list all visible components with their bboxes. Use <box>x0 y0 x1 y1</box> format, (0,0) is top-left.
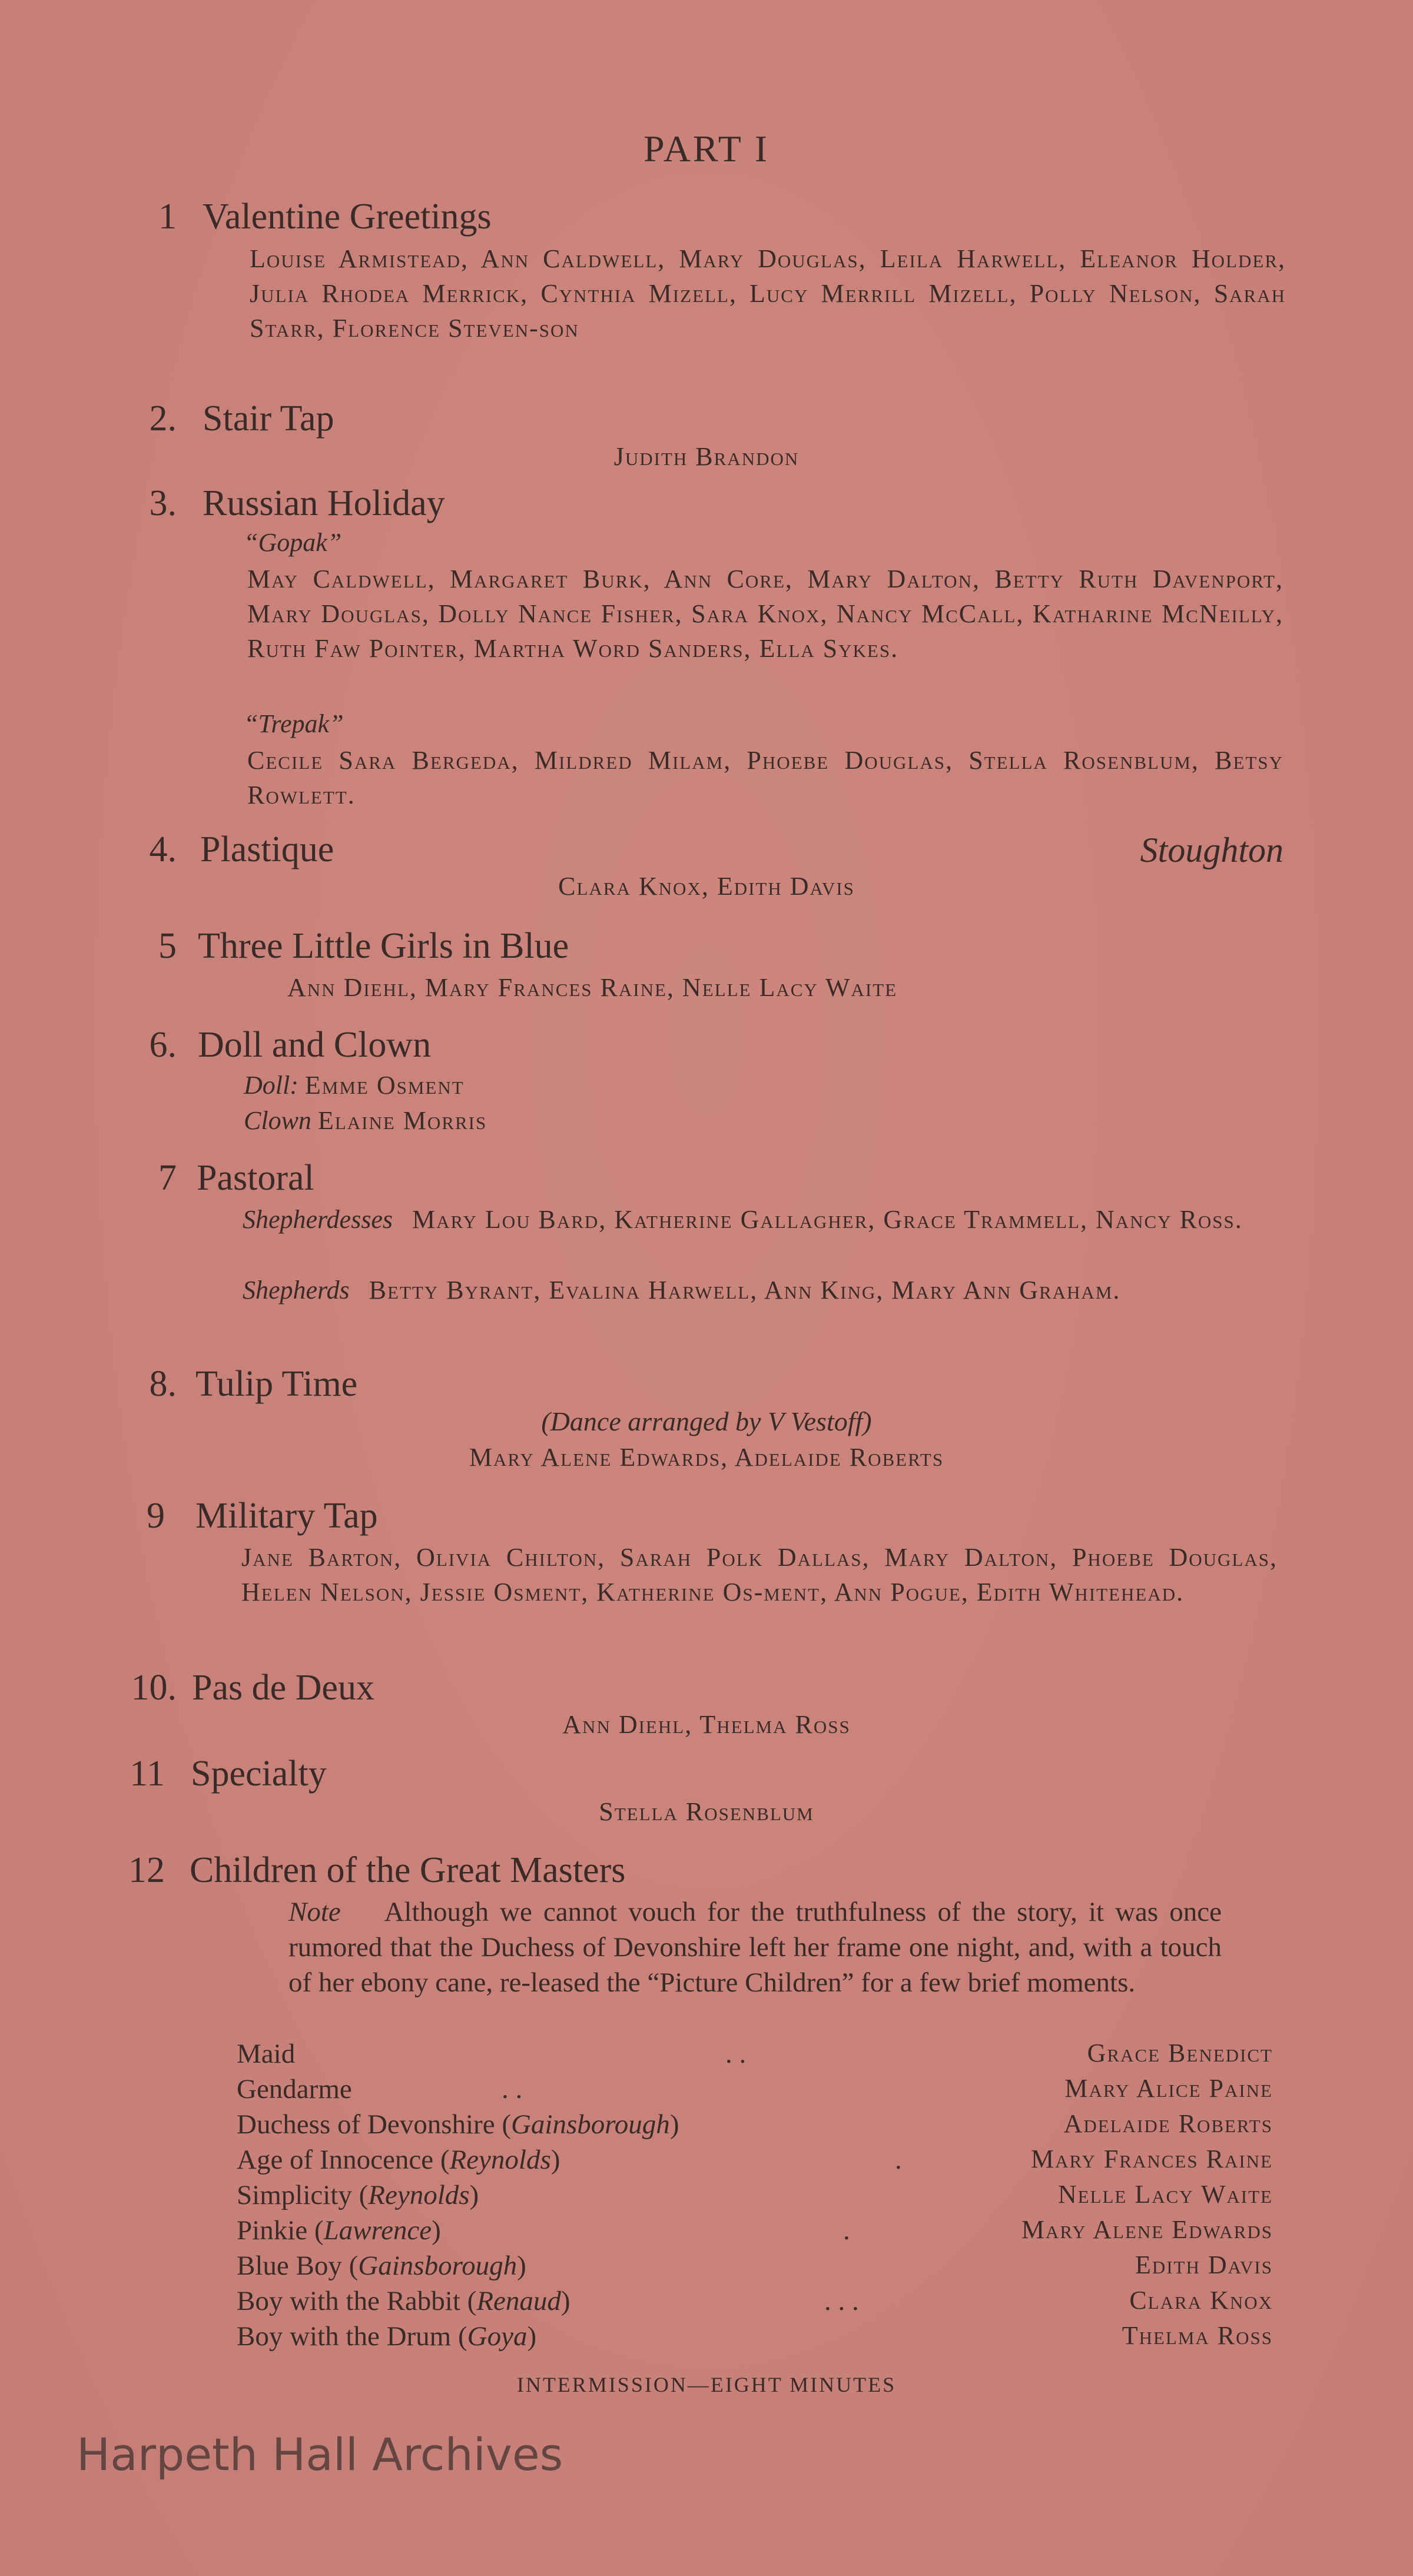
role-label: Shepherds <box>243 1276 350 1304</box>
item-number: 11 <box>130 1754 165 1794</box>
cast-list: Ann Diehl, Thelma Ross <box>562 1710 851 1739</box>
dance-title: Plastique <box>200 829 334 869</box>
role-name: Boy with the Rabbit (Renaud) <box>237 2286 570 2316</box>
cast-list: Mary Alene Edwards, Adelaide Roberts <box>469 1443 944 1472</box>
cast-list: Ann Diehl, Mary Frances Raine, Nelle Lacy Waite <box>287 973 898 1002</box>
role-line <box>243 1202 1279 1237</box>
role-title: Boy with the Drum <box>237 2321 452 2352</box>
role-row <box>237 2038 1273 2073</box>
role-label: Doll: <box>244 1071 298 1100</box>
composer: Stoughton <box>1140 831 1283 869</box>
dance-title: Tulip Time <box>195 1364 358 1404</box>
archive-watermark: Harpeth Hall Archives <box>77 2428 563 2481</box>
role-row <box>237 2285 1273 2321</box>
item-number: 6. <box>149 1025 177 1065</box>
role-row <box>237 2073 1273 2109</box>
role-row <box>237 2215 1273 2250</box>
page-title: PART I <box>643 128 770 170</box>
performer: Grace Benedict <box>1087 2039 1273 2067</box>
performer: Mary Lou Bard, Katherine Gallagher, Grace Trammell, Nancy Ross. <box>412 1205 1243 1234</box>
artist: Lawrence <box>323 2215 432 2246</box>
item-number: 2. <box>149 399 177 439</box>
role-row <box>237 2179 1273 2215</box>
role-name: Maid <box>237 2039 296 2069</box>
role-line <box>244 1103 950 1138</box>
role-name: Boy with the Drum (Goya) <box>237 2321 537 2352</box>
item-number: 4. <box>149 829 177 869</box>
performer: Nelle Lacy Waite <box>1057 2180 1273 2209</box>
cast-list: Clara Knox, Edith Davis <box>558 872 855 901</box>
artist: Gainsborough <box>510 2109 670 2140</box>
performer: Edith Davis <box>1135 2250 1273 2279</box>
performer: Thelma Ross <box>1122 2321 1273 2350</box>
cast-list: Jane Barton, Olivia Chilton, Sarah Polk Dallas, Mary Dalton, Phoebe Douglas, Helen Nelson, Jessie Osment, Katherine Os-ment, Ann Pogue, Edith Whitehead. <box>241 1543 1278 1606</box>
cast-list: Stella Rosenblum <box>599 1797 814 1826</box>
role-title: Boy with the Rabbit <box>237 2286 460 2316</box>
dance-title: Military Tap <box>195 1496 378 1536</box>
leader-dots: . <box>895 2145 902 2175</box>
role-line <box>243 1273 1279 1307</box>
role-name: Simplicity (Reynolds) <box>237 2180 479 2210</box>
role-line <box>244 1068 950 1103</box>
note-text: Although we cannot vouch for the truthfulness of the story, it was once rumored that the Duchess of Devonshire left her frame one night, and, with a touch of her ebony cane, re-leased the “Picture Children” for a few brief moments. <box>288 1897 1222 1998</box>
item-number: 9 <box>147 1496 165 1536</box>
dance-title: Children of the Great Masters <box>190 1850 626 1890</box>
cast-list: Louise Armistead, Ann Caldwell, Mary Douglas, Leila Harwell, Eleanor Holder, Julia Rhodea Merrick, Cynthia Mizell, Lucy Merrill Mizell, Polly Nelson, Sarah Starr, Florence Steven-son <box>250 244 1286 343</box>
role-name: Blue Boy (Gainsborough) <box>237 2250 526 2281</box>
dance-title: Specialty <box>191 1754 327 1794</box>
dance-title: Stair Tap <box>203 399 334 439</box>
item-number: 3. <box>149 483 177 523</box>
role-title: Duchess of Devonshire <box>237 2109 495 2140</box>
role-row <box>237 2321 1273 2356</box>
artist: Reynolds <box>449 2145 551 2175</box>
role-name: Pinkie (Lawrence) <box>237 2215 441 2246</box>
arranged-by: (Dance arranged by V Vestoff) <box>541 1406 872 1436</box>
item-number: 10. <box>131 1668 177 1708</box>
dance-subtitle: “Trepak” <box>244 709 344 738</box>
artist: Goya <box>467 2321 528 2352</box>
item-number: 8. <box>149 1364 177 1404</box>
leader-dots: . . <box>502 2074 523 2104</box>
artist: Reynolds <box>368 2180 470 2210</box>
role-label: Shepherdesses <box>243 1205 393 1234</box>
artist: Gainsborough <box>358 2250 518 2281</box>
dance-title: Doll and Clown <box>198 1025 432 1065</box>
performer: Emme Osment <box>304 1071 465 1100</box>
role-title: Age of Innocence <box>237 2145 434 2175</box>
role-title: Blue Boy <box>237 2250 342 2281</box>
performer: Mary Alice Paine <box>1064 2074 1273 2103</box>
leader-dots: . . <box>725 2039 747 2069</box>
item-number: 5 <box>158 926 177 966</box>
role-name: Age of Innocence (Reynolds) <box>237 2145 560 2175</box>
performer: Adelaide Roberts <box>1063 2109 1273 2138</box>
leader-dots: . <box>843 2215 850 2246</box>
performer: Clara Knox <box>1129 2286 1273 2315</box>
item-number: 7 <box>158 1158 177 1198</box>
dance-title: Pas de Deux <box>192 1668 374 1708</box>
performer: Mary Alene Edwards <box>1021 2215 1273 2244</box>
performer: Betty Byrant, Evalina Harwell, Ann King, Mary Ann Graham. <box>369 1276 1121 1304</box>
dance-title: Three Little Girls in Blue <box>198 926 569 966</box>
cast-list: Judith Brandon <box>613 442 800 471</box>
dance-title: Valentine Greetings <box>203 197 492 237</box>
role-row <box>237 2250 1273 2285</box>
note-label: Note <box>288 1897 341 1927</box>
role-name: Duchess of Devonshire (Gainsborough) <box>237 2109 679 2140</box>
item-number: 12 <box>128 1850 165 1890</box>
role-name: Gendarme <box>237 2074 352 2104</box>
role-title: Pinkie <box>237 2215 308 2246</box>
role-row <box>237 2144 1273 2179</box>
role-title: Simplicity <box>237 2180 352 2210</box>
performer: Elaine Morris <box>317 1106 487 1135</box>
dance-title: Pastoral <box>197 1158 314 1198</box>
dance-title: Russian Holiday <box>203 483 445 523</box>
leader-dots: . . . <box>824 2286 859 2316</box>
artist: Renaud <box>476 2286 561 2316</box>
cast-list: May Caldwell, Margaret Burk, Ann Core, Mary Dalton, Betty Ruth Davenport, Mary Douglas, Dolly Nance Fisher, Sara Knox, Nancy McCall, Katharine McNeilly, Ruth Faw Pointer, Martha Word Sanders, Ella Sykes. <box>247 565 1283 663</box>
role-label: Clown <box>244 1106 311 1135</box>
role-row <box>237 2109 1273 2144</box>
cast-list: Cecile Sara Bergeda, Mildred Milam, Phoebe Douglas, Stella Rosenblum, Betsy Rowlett. <box>247 746 1283 809</box>
item-number: 1 <box>158 197 177 237</box>
intermission-note: INTERMISSION—EIGHT MINUTES <box>516 2373 897 2396</box>
performer: Mary Frances Raine <box>1030 2145 1273 2173</box>
note <box>288 1894 1222 2000</box>
dance-subtitle: “Gopak” <box>244 528 342 557</box>
